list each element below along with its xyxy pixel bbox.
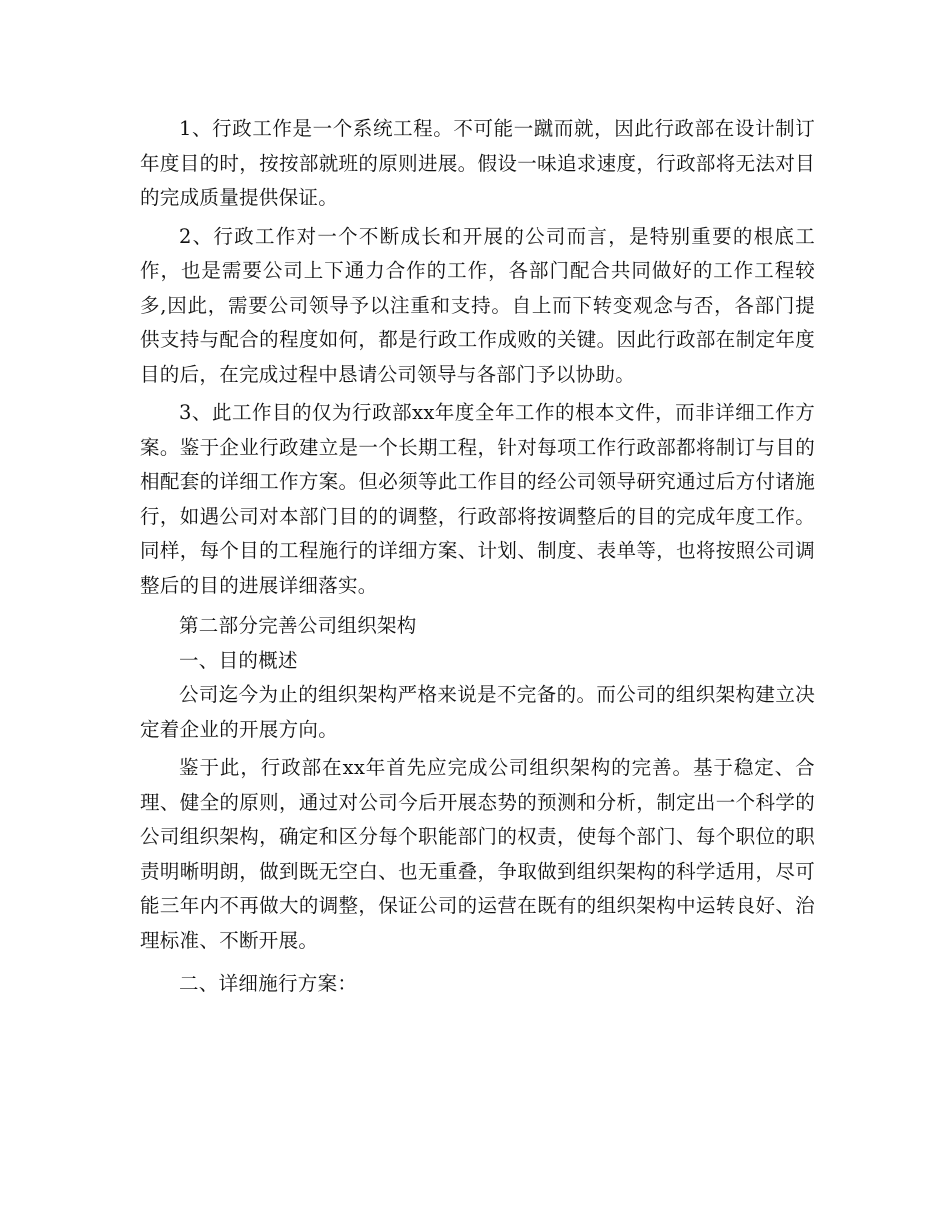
subsection-heading-2: 二、详细施行方案：	[179, 972, 358, 995]
paragraph-2: 2、行政工作对一个不断成长和开展的公司而言，是特别重要的根底工作，也是需要公司上下通力合作的工作，各部门配合共同做好的工作工程较多,因此，需要公司领导予以注重和支持。自上而下转变观念与否，各部门提供支持与配合的程度如何，都是行政工作成败的关键。因此行政部在制定年度目的后，在完成过程中恳请公司领导与各部门予以协助。	[140, 224, 815, 386]
paragraph-4: 公司迄今为止的组织架构严格来说是不完备的。而公司的组织架构建立决定着企业的开展方向。	[140, 683, 815, 741]
document-body	[140, 112, 815, 1002]
section-heading: 第二部分完善公司组织架构	[179, 614, 417, 637]
subsection-heading-1: 一、目的概述	[179, 648, 298, 672]
paragraph-1: 1、行政工作是一个系统工程。不可能一蹴而就，因此行政部在设计制订年度目的时，按按部就班的原则进展。假设一味追求速度，行政部将无法对目的完成质量提供保证。	[140, 117, 815, 209]
paragraph-5: 鉴于此，行政部在xx年首先应完成公司组织架构的完善。基于稳定、合理、健全的原则，通过对公司今后开展态势的预测和分析，制定出一个科学的公司组织架构，确定和区分每个职能部门的权责，使每个部门、每个职位的职责明晰明朗，做到既无空白、也无重叠，争取做到组织架构的科学适用，尽可能三年内不再做大的调整，保证公司的运营在既有的组织架构中运转良好、治理标准、不断开展。	[140, 756, 815, 952]
paragraph-3: 3、此工作目的仅为行政部xx年度全年工作的根本文件，而非详细工作方案。鉴于企业行政建立是一个长期工程，针对每项工作行政部都将制订与目的相配套的详细工作方案。但必须等此工作目的经公司领导研究通过后方付诸施行，如遇公司对本部门目的的调整，行政部将按调整后的目的完成年度工作。同样，每个目的工程施行的详细方案、计划、制度、表单等，也将按照公司调整后的目的进展详细落实。	[140, 401, 815, 597]
